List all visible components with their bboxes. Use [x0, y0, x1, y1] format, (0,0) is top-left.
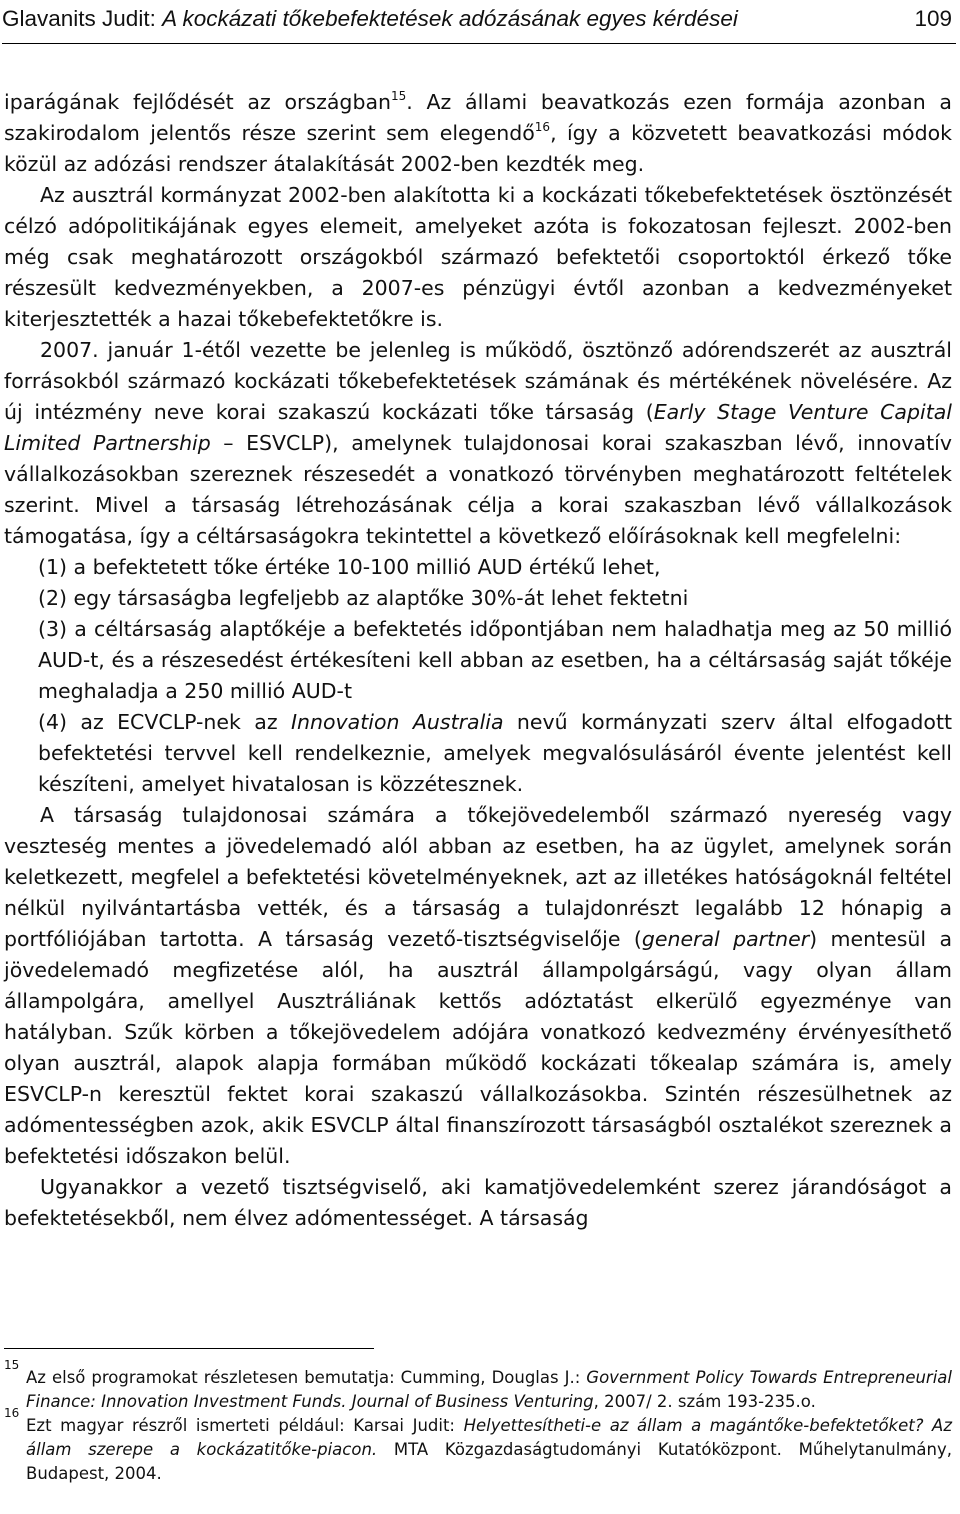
page-number: 109 — [914, 6, 952, 31]
fn16-italic: Helyettesítheti-e az állam a magántőke-befektetőket? Az állam szerepe a kockázatitőke-piacon. — [26, 1416, 952, 1459]
list-item-3: (3) a céltársaság alaptőkéje a befektetés időpontjában nem haladhatja meg az 50 millió AUD-t, és a részesedést értékesíteni kell abban az esetben, ha a céltársaság saját tőkéje meghaladja a 250 millió AUD-t — [38, 617, 952, 703]
fn15-italic: Government Policy Towards Entrepreneurial Finance: Innovation Investment Funds. Journal of Business Venturing — [26, 1368, 952, 1411]
footnote-number-15: 15 — [4, 1358, 20, 1372]
item4-italic: Innovation Australia — [290, 710, 504, 734]
paragraph-1 — [4, 87, 952, 180]
footnote-ref-16[interactable]: 16 — [534, 120, 551, 134]
footnote-number-16: 16 — [4, 1406, 20, 1420]
list-item-2: (2) egy társaságba legfeljebb az alaptőke 30%-át lehet fektetni — [38, 586, 689, 610]
header-author: Glavanits Judit: — [2, 6, 163, 31]
header-article-title: A kockázati tőkebefektetések adózásának egyes kérdései — [162, 6, 738, 31]
paragraph-2: Az ausztrál kormányzat 2002-ben alakította ki a kockázati tőkebefektetések ösztönzését célzó adópolitikájának egyes elemeit, amelyeket azóta is fokozatosan fejleszt. 2002-ben még csak meghatározott országokból származó befektetői csoportoktól érkező tőke részesült kedvezményekben, a 2007-es pénzügyi évtől azonban a kedvezményeket kiterjesztették a hazai tőkebefektetőkre is. — [4, 183, 952, 331]
main-text — [4, 87, 952, 1234]
item4-text-a: (4) az ECVCLP-nek az — [38, 710, 291, 734]
list-item-1: (1) a befektetett tőke értéke 10-100 millió AUD értékű lehet, — [38, 555, 661, 579]
footnote-ref-15[interactable]: 15 — [391, 89, 407, 103]
fn16-text-b: MTA Közgazdaságtudományi Kutatóközpont. Műhelytanulmány, Budapest, 2004. — [26, 1440, 953, 1483]
p4-text-a: A társaság tulajdonosai számára a tőkejövedelemből származó nyereség vagy veszteség mentes a jövedelemadó alól abban az esetben, ha az ügylet, amelynek során keletkezett, megfelel a befektetési követelményeknek, azt az illetékes hatóságoknál feltétel nélkül nyilvántartásba vették, és a társaság a tulajdonrészt legalább 12 hónapig a portfóliójában tartotta. A társaság vezető-tisztségviselője ( — [4, 803, 952, 951]
p3-italic: Early Stage Venture Capital Limited Partnership — [4, 400, 952, 455]
running-header — [2, 2, 952, 40]
p3-text-a: 2007. január 1-étől vezette be jelenleg is működő, ösztönző adórendszerét az ausztrál forrásokból származó kockázati tőkebefektetések számának és mértékének növelésére. Az új intézmény neve korai szakaszú kockázati tőke társaság ( — [4, 338, 952, 424]
p4-text-b: ) mentesül a jövedelemadó megfizetése alól, ha ausztrál állampolgárságú, vagy olyan állam állampolgára, amellyel Ausztráliának kettős adóztatást elkerülő egyezménye van hatályban. Szűk körben a tőkejövedelem adójára vonatkozó kedvezmény érvényesíthető olyan ausztrál, alapok alapja formában működő kockázati tőkealap számára is, amely ESVCLP-n keresztül fektet korai szakaszú vállalkozásokba. Szintén részesülhetnek az adómentességben azok, akik ESVCLP által finanszírozott társaságból osztalékot szereznek a befektetési időszakon belül. — [4, 927, 953, 1168]
fn15-text-b: , 2007/ 2. szám 193-235.o. — [593, 1392, 816, 1411]
p4-italic: general partner — [641, 927, 810, 951]
fn16-text-a: Ezt magyar részről ismerteti például: Karsai Judit: — [26, 1416, 464, 1435]
p1-text-c: , így a közvetett beavatkozási módok közül az adózási rendszer átalakítását 2002-ben kezdték meg. — [4, 121, 952, 176]
header-title — [2, 6, 738, 32]
footnote-16 — [4, 1406, 953, 1486]
p1-text-b: . Az állami beavatkozás ezen formája azonban a szakirodalom jelentős része szerint sem elegendő — [4, 90, 952, 145]
footnote-separator — [4, 1348, 374, 1349]
paragraph-5: Ugyanakkor a vezető tisztségviselő, aki kamatjövedelemként szerez járandóságot a befektetésekből, nem élvez adómentességet. A társaság — [4, 1175, 952, 1230]
paragraph-3 — [4, 335, 952, 552]
p1-text-a: iparágának fejlődését az országban — [4, 90, 392, 114]
paragraph-4 — [4, 800, 952, 1172]
item4-text-b: nevű kormányzati szerv által elfogadott befektetési tervvel kell rendelkeznie, amelyek megvalósulásáról évente jelentést kell készíteni, amelyet hivatalosan is közzétesznek. — [38, 710, 953, 796]
list-item-4 — [4, 707, 952, 800]
p3-text-b: – ESVCLP), amelynek tulajdonosai korai szakaszban lévő, innovatív vállalkozásokban szereznek részesedét a vonatkozó törvényben meghatározott feltételek szerint. Mivel a társaság létrehozásának célja a korai szakaszban lévő vállalkozások támogatása, így a céltársaságokra tekintettel a következő előírásoknak kell megfelelni: — [4, 431, 952, 548]
header-rule — [2, 43, 956, 44]
footnote-15 — [4, 1358, 952, 1414]
fn15-text-a: Az első programokat részletesen bemutatja: Cumming, Douglas J.: — [26, 1368, 587, 1387]
footnotes — [4, 1358, 953, 1486]
